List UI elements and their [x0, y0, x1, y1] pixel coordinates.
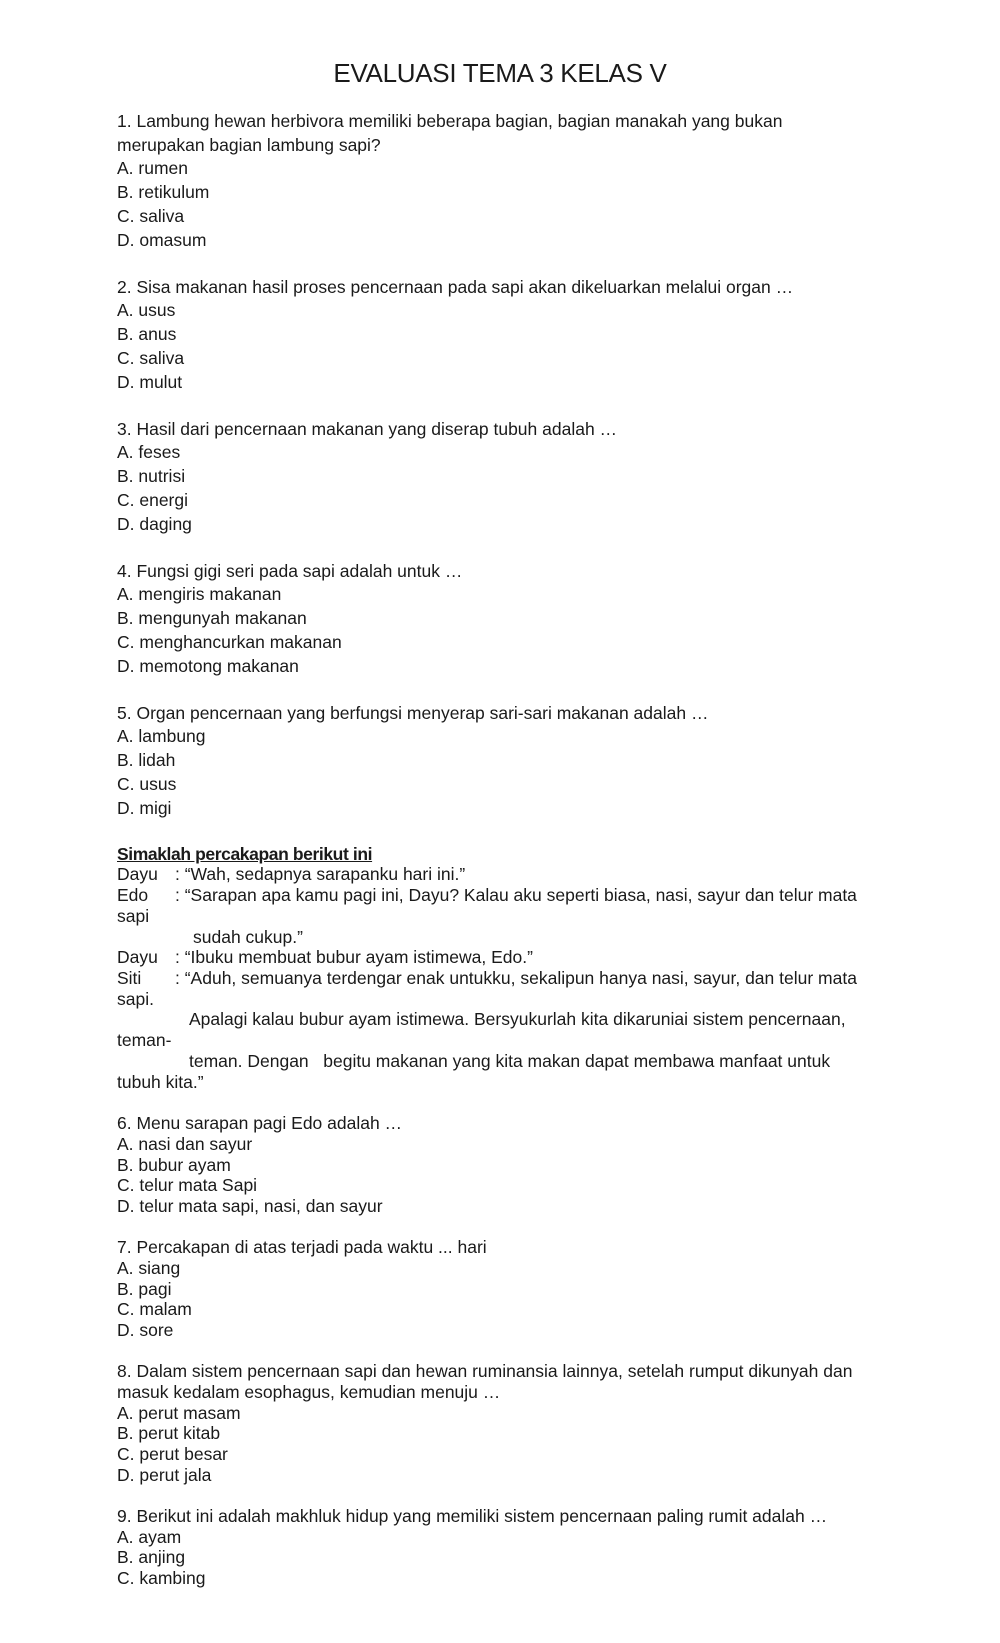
answer-option: D. mulut	[117, 371, 183, 392]
answer-option: A. siang	[117, 1257, 181, 1278]
answer-option: D. perut jala	[117, 1464, 212, 1485]
answer-option: B. anjing	[117, 1547, 186, 1568]
dialog-wrap: sapi	[117, 905, 150, 926]
question-text: 4. Fungsi gigi seri pada sapi adalah untuk …	[117, 560, 463, 581]
dialog-wrap: sapi.	[117, 988, 154, 1009]
answer-option: C. energi	[117, 489, 189, 510]
worksheet-page	[117, 56, 877, 1609]
question-block	[117, 1506, 877, 1589]
answer-option: D. daging	[117, 513, 192, 534]
question-block	[117, 110, 877, 252]
answer-option: A. perut masam	[117, 1402, 241, 1423]
dialog-wrap: tubuh kita.”	[117, 1071, 204, 1092]
question-text: 6. Menu sarapan pagi Edo adalah …	[117, 1113, 403, 1134]
answer-option: C. telur mata Sapi	[117, 1175, 258, 1196]
answer-option: D. omasum	[117, 229, 207, 250]
answer-option: A. ayam	[117, 1526, 182, 1547]
answer-option: B. anus	[117, 324, 177, 345]
answer-option: C. saliva	[117, 347, 185, 368]
question-list-part-2	[117, 1113, 877, 1589]
dialog-heading: Simaklah percakapan berikut ini	[117, 843, 373, 864]
dialog-speaker: Dayu	[117, 947, 158, 968]
answer-option: D. sore	[117, 1320, 174, 1341]
question-list-part-1	[117, 110, 877, 820]
answer-option: A. feses	[117, 442, 181, 463]
question-block	[117, 276, 877, 395]
dialog-text: : “Aduh, semuanya terdengar enak untukku, sekalipun hanya nasi, sayur, dan telur mata	[175, 968, 857, 988]
question-block	[117, 1361, 877, 1485]
question-text: masuk kedalam esophagus, kemudian menuju …	[117, 1381, 501, 1402]
answer-option: A. nasi dan sayur	[117, 1133, 253, 1154]
question-text: 7. Percakapan di atas terjadi pada waktu ... hari	[117, 1237, 487, 1258]
answer-option: D. migi	[117, 797, 172, 818]
dialog-speaker: Siti	[117, 968, 142, 988]
question-text: 5. Organ pencernaan yang berfungsi menyerap sari-sari makanan adalah …	[117, 702, 709, 723]
question-text: 9. Berikut ini adalah makhluk hidup yang memiliki sistem pencernaan paling rumit adalah …	[117, 1505, 828, 1526]
question-block	[117, 1113, 877, 1217]
question-block	[117, 702, 877, 821]
answer-option: A. lambung	[117, 726, 206, 747]
question-block	[117, 560, 877, 679]
dialog-speaker: Dayu	[117, 864, 158, 885]
question-block	[117, 418, 877, 537]
answer-option: B. nutrisi	[117, 466, 186, 487]
dialog-text: : “Sarapan apa kamu pagi ini, Dayu? Kalau aku seperti biasa, nasi, sayur dan telur mata	[175, 885, 857, 906]
answer-option: A. mengiris makanan	[117, 584, 282, 605]
answer-option: A. usus	[117, 300, 176, 321]
answer-option: B. perut kitab	[117, 1423, 221, 1444]
dialog-continuation: sudah cukup.”	[193, 926, 303, 947]
answer-option: C. kambing	[117, 1568, 206, 1589]
dialog-section	[117, 844, 877, 1092]
dialog-wrap: teman-	[117, 1030, 172, 1051]
dialog-speaker: Edo	[117, 885, 149, 906]
answer-option: B. bubur ayam	[117, 1154, 231, 1175]
answer-option: B. mengunyah makanan	[117, 608, 307, 629]
dialog-continuation: teman. Dengan begitu makanan yang kita makan dapat membawa manfaat untuk	[189, 1050, 831, 1071]
question-text: 1. Lambung hewan herbivora memiliki beberapa bagian, bagian manakah yang bukan	[117, 111, 783, 131]
answer-option: C. malam	[117, 1299, 192, 1320]
answer-option: D. memotong makanan	[117, 655, 299, 676]
answer-option: B. retikulum	[117, 182, 210, 203]
dialog-line	[117, 947, 877, 968]
dialog-line	[117, 864, 877, 885]
dialog-line	[117, 885, 877, 906]
question-text: merupakan bagian lambung sapi?	[117, 134, 381, 155]
answer-option: C. menghancurkan makanan	[117, 631, 342, 652]
dialog-text: : “Ibuku membuat bubur ayam istimewa, Edo.”	[175, 947, 533, 968]
question-block	[117, 1237, 877, 1341]
answer-option: D. telur mata sapi, nasi, dan sayur	[117, 1196, 383, 1217]
dialog-continuation: Apalagi kalau bubur ayam istimewa. Bersyukurlah kita dikaruniai sistem pencernaan,	[189, 1009, 846, 1030]
page-title: EVALUASI TEMA 3 KELAS V	[333, 58, 667, 88]
answer-option: B. lidah	[117, 750, 176, 771]
answer-option: A. rumen	[117, 158, 188, 179]
answer-option: C. usus	[117, 773, 177, 794]
answer-option: B. pagi	[117, 1278, 172, 1299]
question-text: 2. Sisa makanan hasil proses pencernaan pada sapi akan dikeluarkan melalui organ …	[117, 276, 794, 297]
answer-option: C. perut besar	[117, 1444, 228, 1465]
answer-option: C. saliva	[117, 205, 185, 226]
question-text: 8. Dalam sistem pencernaan sapi dan hewan ruminansia lainnya, setelah rumput dikunyah dan	[117, 1361, 853, 1382]
question-text: 3. Hasil dari pencernaan makanan yang diserap tubuh adalah …	[117, 418, 618, 439]
dialog-text: : “Wah, sedapnya sarapanku hari ini.”	[175, 864, 466, 885]
dialog-line	[117, 968, 877, 989]
